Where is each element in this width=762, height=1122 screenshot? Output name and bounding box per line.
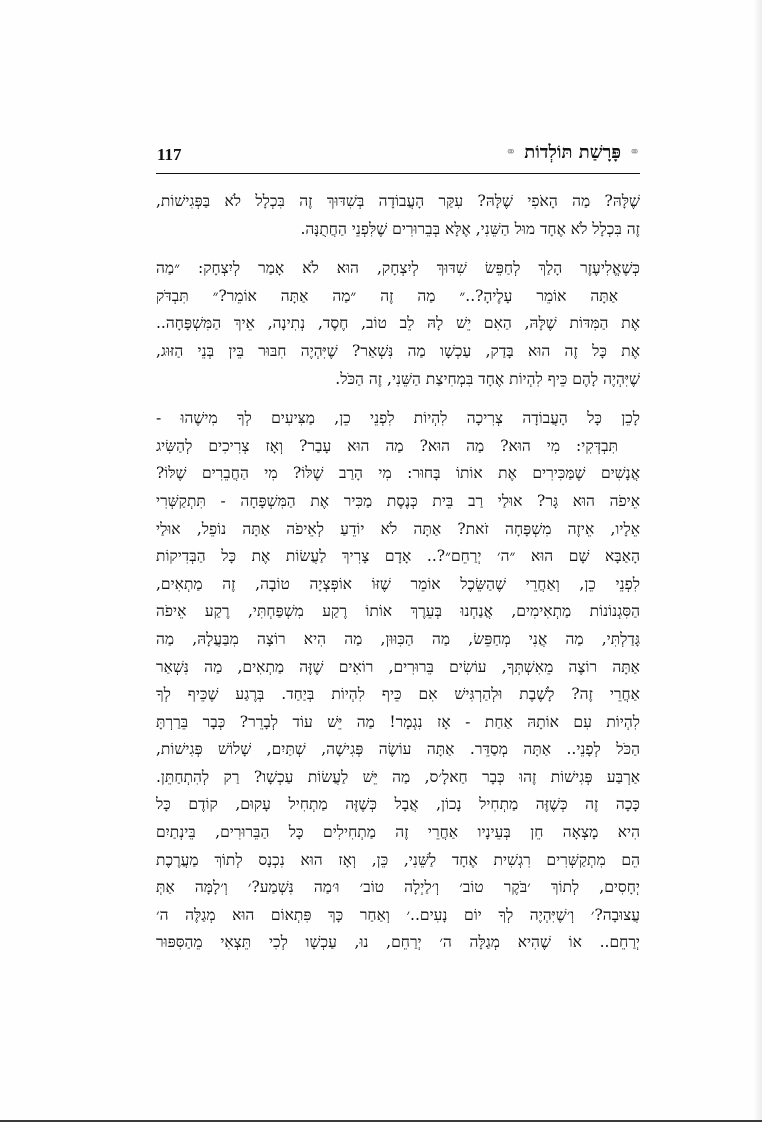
- paragraph-3: [156, 405, 640, 957]
- body-text: [156, 188, 640, 957]
- book-page: [156, 140, 640, 957]
- text-line: לָכֵן כָּל הָעֲבוֹדָה צְרִיכָה לִהְיוֹת לִפְנֵי כֵן, מַצִּיעִים לְךָ מִישֶׁהוּ -: [156, 409, 640, 428]
- text-line: אֵלָיו, אֵיזֶה מִשְׁפָּחָה זֹאת? אַתָּה לֹא יוֹדֵעַ לְאֵיפֹה אַתָּה נוֹפֵל, אוּלַי: [156, 519, 640, 538]
- text-line: יְרַחֵם.. אוֹ שֶׁהִיא מְגַלָּה ה׳ יְרַחֵם, נוּ, עַכְשָׁו לְכִי תֵּצְאִי מֵהַסִּפּוּר: [156, 933, 640, 952]
- text-line: אַתָּה רוֹצֶה מֵאִשְׁתְּךָ, עוֹשִׂים בֵּרוּרִים, רוֹאִים שֶׁזֶּה מַתְאִים, מַה נִּשְׁאַר: [156, 657, 640, 676]
- text-line: אֶת כָּל זֶה הוּא בָּדַק, עַכְשָׁו מַה נִּשְׁאַר? שֶׁיִּהְיֶה חִבּוּר בֵּין בְּנֵי הַזּוּג,: [156, 341, 640, 360]
- text-line: אֲנָשִׁים שֶׁמַּכִּירִים אֶת אוֹתוֹ בָּחוּר: מִי הָרַב שֶׁלּוֹ? מִי הַחֲבֵרִים שֶׁלּוֹ?: [156, 464, 640, 483]
- ornament-left-icon: ⚭: [505, 145, 517, 160]
- text-line: הָאַבָּא שָׁם הוּא ״ה׳ יְרַחֵם״?.. אָדָם צָרִיךְ לַעֲשׂוֹת אֶת כָּל הַבְּדִיקוֹת: [156, 547, 640, 566]
- text-line: הַסִּגְנוֹנוֹת מַתְאִימִים, אֲנַחְנוּ בְּעֵרֶךְ אוֹתוֹ רֶקַע מִשְׁפַּחְתִּי, רֶקַע אֵיפֹה: [156, 602, 640, 621]
- text-line: כָּכָה זֶה כְּשֶׁזֶּה מַתְחִיל נָכוֹן, אֲבָל כְּשֶׁזֶּה מַתְחִיל עָקוּם, קוֹדֶם כָּל: [156, 795, 640, 814]
- text-line: אַרְבַּע פְּגִישׁוֹת זֶהוּ כְּבָר חַאלָ׳ס, מַה יֵּשׁ לַעֲשׂוֹת עַכְשָׁו? רַק לְהִתְחַתֵּן.: [156, 767, 640, 786]
- text-line: הַכֹּל לְפָנֵי.. אַתָּה מְסַדֵּר. אַתָּה עוֹשֶׂה פְּגִישָׁה, שְׁתַּיִם, שָׁלוֹשׁ פְּגִישׁוֹת,: [156, 740, 640, 759]
- page-edge-shadow: [754, 0, 762, 1122]
- page-header: [156, 140, 640, 174]
- text-line: שֶׁלָּהּ? מַה הָאֹפִי שֶׁלָּהּ? עִקַּר הָעֲבוֹדָה בְּשִׁדּוּךְ זֶה בִּכְלָל לֹא בַּפְּגִישׁוֹת,: [156, 192, 640, 210]
- text-line: תִּבְדְּקִי: מִי הוּא? מַה הוּא? מַה הוּא עָבַר? וְאָז צְרִיכִים לְהַשִּׂיג: [156, 436, 618, 455]
- text-line: אַתָּה אוֹמֵר עָלֶיהָ?..״ מַה זֶה ״מַה אַתָּה אוֹמֵר?״ תִּבְדֹּק: [156, 286, 618, 305]
- text-line: אֶת הַמִּדּוֹת שֶׁלָּהּ, הַאִם יֵשׁ לָהּ לֵב טוֹב, חֶסֶד, נְתִינָה, אֵיךְ הַמִּשְׁפָּחָה..: [156, 314, 640, 333]
- text-line: גָּדַלְתִּי, מַה אֲנִי מְחַפֵּשׂ, מַה הַכִּוּוּן, מַה הִיא רוֹצָה מִבַּעֲלָהּ, מַה: [156, 629, 640, 648]
- text-line: יְחָסִים, לְתוֹךְ ׳בֹּקֶר טוֹב׳ וְ׳לַיְלָה טוֹב׳ וּ׳מַה נִּשְׁמַע?׳ וְ׳לָמָּה אַתְּ: [156, 878, 640, 897]
- parasha-title: פָּרָשַׁת תּוֹלְדוֹת: [524, 142, 622, 163]
- text-line: לִהְיוֹת עִם אוֹתָהּ אַחַת - אָז נִגְמָר! מַה יֵּשׁ עוֹד לְבָרֵר? כְּבָר בֵּרַרְתָּ: [156, 712, 640, 731]
- text-line: שֶׁיִּהְיֶה לָהֶם כֵּיף לִהְיוֹת אֶחָד בִּמְחִיצַת הַשֵּׁנִי, זֶה הַכֹּל.: [335, 369, 640, 388]
- text-line: כְּשֶׁאֱלִיעֶזֶר הָלַךְ לְחַפֵּשׂ שִׁדּוּךְ לְיִצְחָק, הוּא לֹא אָמַר לְיִצְחָק: ״מַה: [156, 259, 640, 278]
- text-line: אֵיפֹה הוּא גָּר? אוּלַי רַב בֵּית כְּנֶסֶת מַכִּיר אֶת הַמִּשְׁפָּחָה - תִּתְקַשְּׁרִי: [156, 491, 640, 510]
- text-line: אַחֲרֵי זֶה? לָשֶׁבֶת וּלְהַרְגִּישׁ אִם כֵּיף לִהְיוֹת בְּיַחַד. בְּרֶגַע שֶׁכֵּיף לְךָ: [156, 685, 640, 704]
- page-number: 117: [157, 145, 182, 164]
- text-line: זֶה בִּכְלָל לֹא אֶחָד מוּל הַשֵּׁנִי, אֶלָּא בְּבֵרוּרִים שֶׁלִּפְנֵי הַחֲתֻנָּה.: [300, 219, 640, 238]
- paragraph-1: [156, 188, 640, 243]
- text-line: עֲצוּבָה?׳ וְ׳שֶׁיִּהְיֶה לְךָ יוֹם נָעִים..׳ וְאַחַר כָּךְ פִּתְאוֹם הוּא מְגַלֶּה ה׳: [156, 905, 640, 924]
- text-line: לִפְנֵי כֵן, וְאַחֲרֵי שֶׁהַשֵּׂכֶל אוֹמֵר שֶׁזּוֹ אוֹפְּצְיָה טוֹבָה, זֶה מַתְאִים,: [156, 574, 640, 593]
- text-line: הִיא מָצְאָה חֵן בְּעֵינָיו אַחֲרֵי זֶה מַתְחִילִים כָּל הַבֵּרוּרִים, בֵּינְתַיִם: [156, 823, 640, 842]
- text-line: הֵם מִתְקַשְּׁרִים רִגְשִׁית אֶחָד לַשֵּׁנִי, כֵּן, וְאָז הוּא נִכְנָס לְתוֹךְ מַעֲרֶכֶת: [156, 850, 640, 869]
- ornament-right-icon: ⚭: [629, 145, 640, 160]
- running-title: [505, 142, 640, 163]
- paragraph-2: [156, 255, 640, 393]
